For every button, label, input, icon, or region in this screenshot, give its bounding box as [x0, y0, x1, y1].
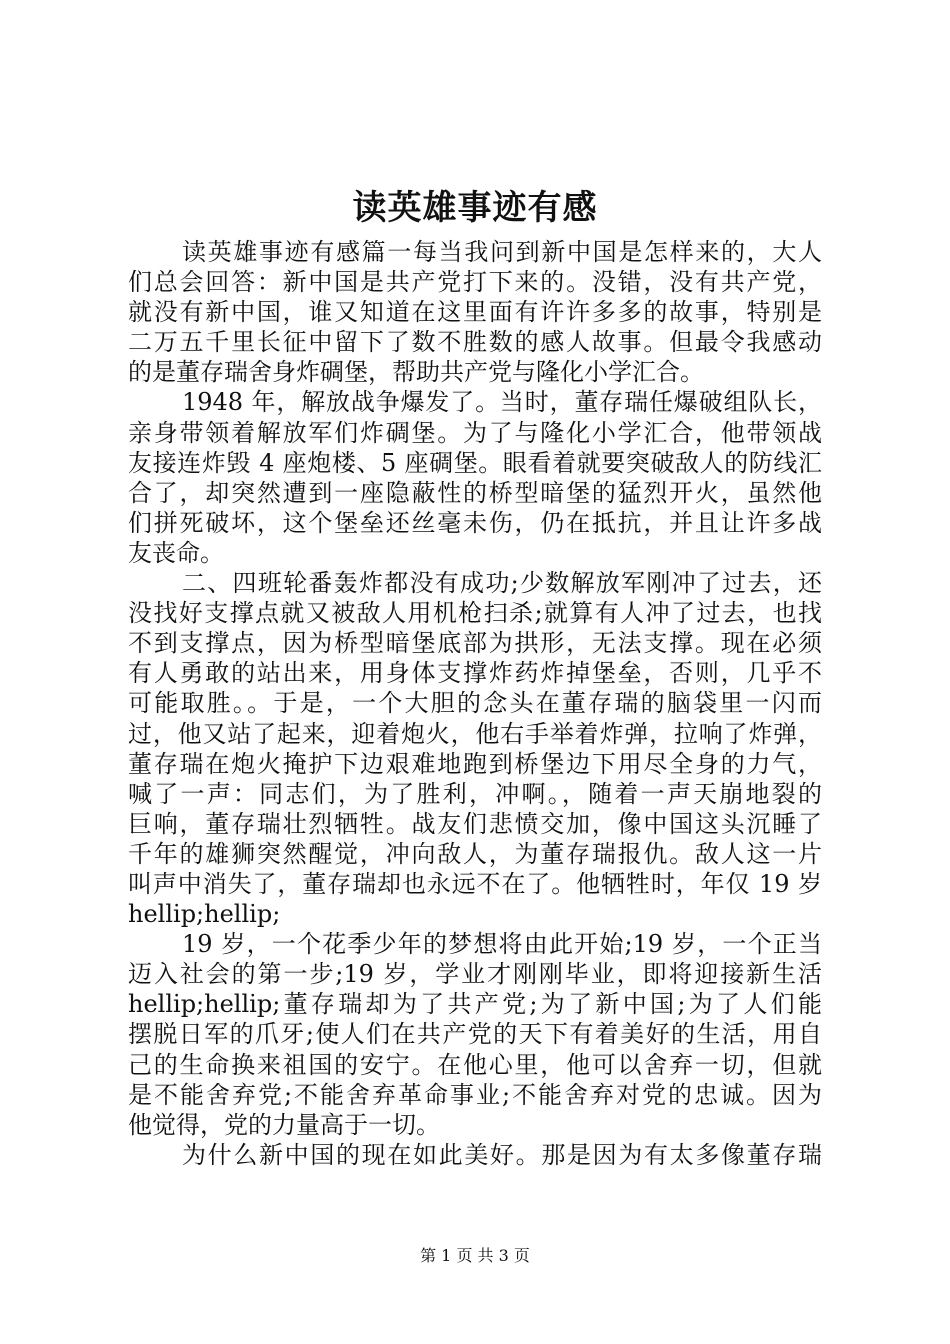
body-text-line: 合了，却突然遭到一座隐蔽性的桥型暗堡的猛烈开火，虽然他 [128, 478, 822, 507]
body-text-line: 1948 年，解放战争爆发了。当时，董存瑞任爆破组队长， [182, 388, 822, 417]
body-text-line: 友丧命。 [128, 538, 224, 567]
body-text-line: 他觉得，党的力量高于一切。 [128, 1110, 440, 1139]
body-text-line: 们拼死破坏，这个堡垒还丝毫未伤，仍在抵抗，并且让许多战 [128, 508, 822, 537]
body-text-line: 19 岁，一个花季少年的梦想将由此开始;19 岁，一个正当 [182, 930, 822, 959]
body-text-line: 读英雄事迹有感篇一每当我问到新中国是怎样来的，大人 [182, 238, 822, 266]
document-body [128, 237, 822, 1170]
body-text-line: 二、四班轮番轰炸都没有成功;少数解放军刚冲了过去，还 [182, 569, 822, 598]
body-text-line: 迈入社会的第一步;19 岁，学业才刚刚毕业，即将迎接新生活 [128, 960, 822, 989]
body-text-line: 叫声中消失了，董存瑞却也永远不在了。他牺牲时，年仅 19 岁 [128, 869, 822, 898]
body-text-line: 没找好支撑点就又被敌人用机枪扫杀;就算有人冲了过去，也找 [128, 599, 822, 628]
body-text-line: 董存瑞在炮火掩护下边艰难地跑到桥堡边下用尽全身的力气， [128, 749, 822, 778]
body-text-line: 们总会回答：新中国是共产党打下来的。没错，没有共产党， [128, 268, 822, 297]
body-text-line: hellip;hellip;董存瑞却为了共产党;为了新中国;为了人们能 [128, 990, 822, 1019]
body-text-line: 是不能舍弃党;不能舍弃革命事业;不能舍弃对党的忠诚。因为 [128, 1080, 822, 1109]
body-text-line: 有人勇敢的站出来，用身体支撑炸药炸掉堡垒，否则，几乎不 [128, 659, 822, 688]
body-text-line: 不到支撑点，因为桥型暗堡底部为拱形，无法支撑。现在必须 [128, 629, 822, 658]
body-text-line: 己的生命换来祖国的安宁。在他心里，他可以舍弃一切，但就 [128, 1050, 822, 1079]
body-text-line: 为什么新中国的现在如此美好。那是因为有太多像董存瑞 [182, 1140, 822, 1169]
body-text-line: hellip;hellip; [128, 900, 281, 929]
body-text-line: 可能取胜。。于是，一个大胆的念头在董存瑞的脑袋里一闪而 [128, 689, 822, 718]
body-text-line: 巨响，董存瑞壮烈牺牲。战友们悲愤交加，像中国这头沉睡了 [128, 809, 822, 838]
body-text-line: 千年的雄狮突然醒觉，冲向敌人，为董存瑞报仇。敌人这一片 [128, 839, 822, 868]
body-text-line: 喊了一声：同志们，为了胜利，冲啊。，随着一声天崩地裂的 [128, 779, 822, 808]
document-title: 读英雄事迹有感 [352, 188, 598, 228]
body-text-line: 亲身带领着解放军们炸碉堡。为了与隆化小学汇合，他带领战 [128, 418, 822, 447]
body-text-line: 过，他又站了起来，迎着炮火，他右手举着炸弹，拉响了炸弹， [128, 719, 822, 748]
page-footer: 第 1 页 共 3 页 [420, 1246, 530, 1265]
body-text-line: 二万五千里长征中留下了数不胜数的感人故事。但最令我感动 [128, 328, 822, 357]
body-text-line: 摆脱日军的爪牙;使人们在共产党的天下有着美好的生活，用自 [128, 1020, 822, 1049]
body-text-line: 就没有新中国，谁又知道在这里面有许许多多的故事，特别是 [128, 298, 822, 327]
body-text-line: 友接连炸毁 4 座炮楼、5 座碉堡。眼看着就要突破敌人的防线汇 [128, 448, 822, 477]
body-text-line: 的是董存瑞舍身炸碉堡，帮助共产党与隆化小学汇合。 [128, 358, 704, 387]
